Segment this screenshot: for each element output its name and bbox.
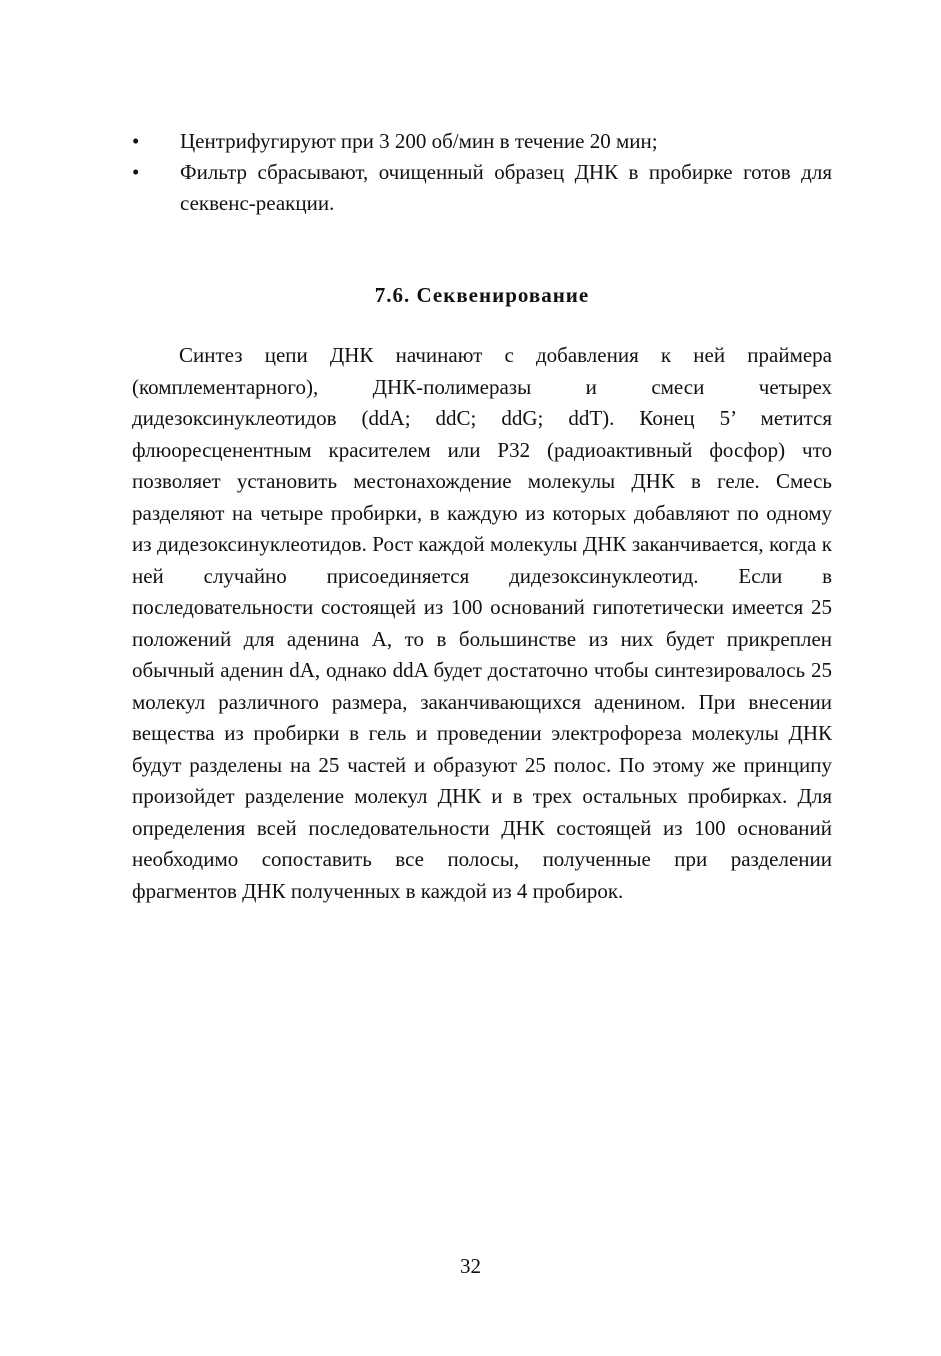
section-title: 7.6. Секвенирование [374, 283, 590, 307]
page-number: 32 [460, 1254, 481, 1278]
section-paragraph: Синтез цепи ДНК начинают с добавления к ней праймера (комплементарного), ДНК-полимеразы и смеси четырех дидезоксинуклеотидов (ddA; ddC; ddG; ddT). Конец 5’ метится флюоресценентным красителем или P32 (радиоактивный фосфор) что позволяет установить местонахождение молекулы ДНК в геле. Смесь разделяют на четыре пробирки, в каждую из которых добавляют по одному из дидезоксинуклеотидов. Рост каждой молекулы ДНК заканчивается, когда к ней случайно присоединяется дидезоксинуклеотид. Если в последовательности состоящей из 100 оснований гипотетически имеется 25 положений для аденина А, то в большинстве из них будет прикреплен обычный аденин dA, однако ddA будет достаточно чтобы синтезировалось 25 молекул различного размера, заканчивающихся аденином. При внесении вещества из пробирки в гель и проведении электрофореза молекулы ДНК будут разделены на 25 частей и образуют 25 полос. По этому же принципу произойдет разделение молекул ДНК и в трех остальных пробирках. Для определения всей последовательности ДНК состоящей из 100 оснований необходимо сопоставить все полосы, полученные при разделении фрагментов ДНК полученных в каждой из 4 пробирок. [132, 343, 832, 903]
bullet-text: Фильтр сбрасывают, очищенный образец ДНК в пробирке готов для секвенс-реакции. [180, 160, 832, 215]
bullet-list [132, 126, 832, 219]
list-item [132, 157, 832, 219]
bullet-icon: • [132, 160, 140, 184]
bullet-text: Центрифугируют при 3 200 об/мин в течение 20 мин; [180, 129, 658, 153]
list-item [132, 126, 832, 157]
bullet-icon: • [132, 129, 140, 153]
